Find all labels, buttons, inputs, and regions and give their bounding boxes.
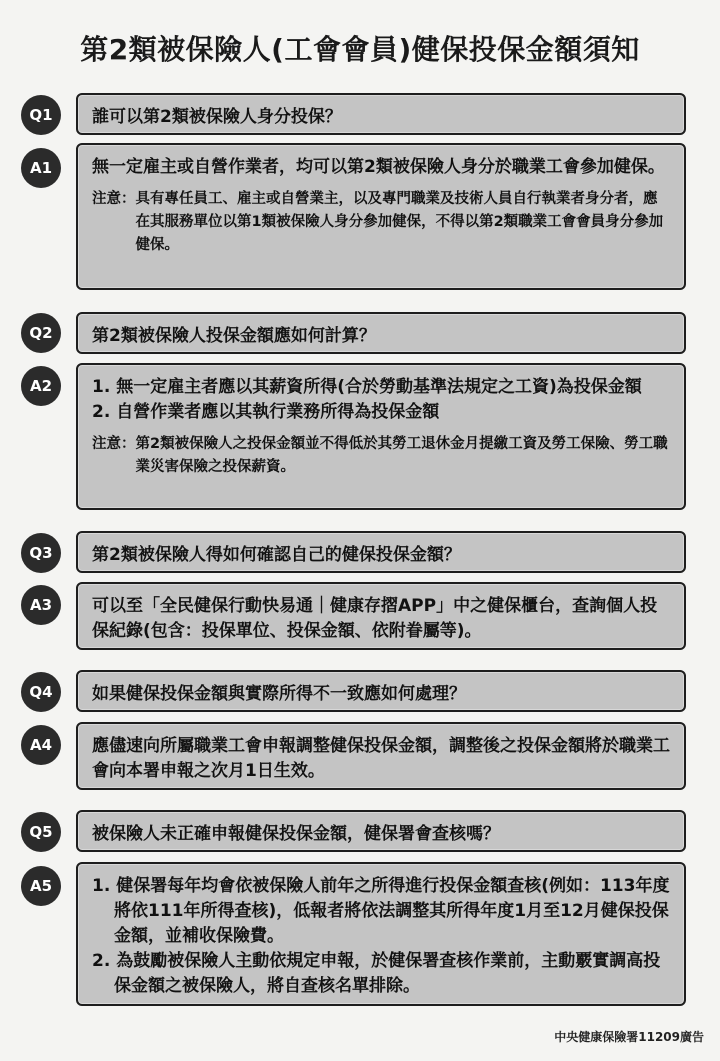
a5-badge: A5 [21,866,61,906]
q1-question-box [76,93,686,135]
a4-answer-box [76,722,686,790]
q5-badge: Q5 [21,812,61,852]
a2-note-text: 第2類被保險人之投保金額並不得低於其勞工退休金月提繳工資及勞工保險、勞工職業災害保險之投保薪資。 [135,436,668,475]
q2-question: 第2類被保險人投保金額應如何計算？ [92,325,376,346]
a1-note-text: 具有專任員工、雇主或自營業主，以及專門職業及技術人員自行執業者身分者，應在其服務單位以第1類被保險人身分參加健保，不得以第2類職業工會會員身分參加健保。 [135,191,664,253]
q4-question-box [76,670,686,712]
q4-badge: Q4 [21,672,61,712]
a5-answer-box [76,862,686,1006]
a2-answer-box [76,363,686,510]
q2-badge: Q2 [21,313,61,353]
a2-answer-item-2: 2. 自營作業者應以其執行業務所得為投保金額 [92,402,440,422]
a2-note [92,433,670,479]
a4-badge: A4 [21,725,61,765]
a1-answer-text: 無一定雇主或自營作業者，均可以第2類被保險人身分於職業工會參加健保。 [92,157,665,177]
a1-badge: A1 [21,148,61,188]
a2-answer-item-1: 1. 無一定雇主者應以其薪資所得(合於勞動基準法規定之工資)為投保金額 [92,377,642,397]
a5-answer-item-1: 1. 健保署每年均會依被保險人前年之所得進行投保金額查核(例如：113年度將依111年所得查核)，低報者將依法調整其所得年度1月至12月健保投保金額，並補收保險費。 [92,876,670,946]
q5-question: 被保險人未正確申報健保投保金額，健保署會查核嗎？ [92,823,500,844]
a1-note [92,188,670,257]
q1-badge: Q1 [21,95,61,135]
a1-note-label: 注意： [92,191,136,207]
a2-note-label: 注意： [92,436,136,452]
a4-answer-text: 應儘速向所屬職業工會申報調整健保投保金額，調整後之投保金額將於職業工會向本署申報之次月1日生效。 [92,736,670,781]
q4-question: 如果健保投保金額與實際所得不一致應如何處理？ [92,683,466,704]
a2-badge: A2 [21,366,61,406]
q3-question-box [76,531,686,573]
q1-question: 誰可以第2類被保險人身分投保？ [92,106,342,127]
q5-question-box [76,810,686,852]
a1-answer-box [76,143,686,290]
a3-answer-text: 可以至「全民健保行動快易通｜健康存摺APP」中之健保櫃台，查詢個人投保紀錄(包含：投保單位、投保金額、依附眷屬等)。 [92,596,658,641]
q3-badge: Q3 [21,533,61,573]
q3-question: 第2類被保險人得如何確認自己的健保投保金額？ [92,544,461,565]
footer-credit: 中央健康保險署11209廣告 [554,1030,704,1044]
a5-answer-item-2: 2. 為鼓勵被保險人主動依規定申報，於健保署查核作業前，主動覈實調高投保金額之被保險人，將自查核名單排除。 [92,951,661,996]
page-title: 第2類被保險人(工會會員)健保投保金額須知 [80,33,640,66]
a3-badge: A3 [21,585,61,625]
a3-answer-box [76,582,686,650]
q2-question-box [76,312,686,354]
